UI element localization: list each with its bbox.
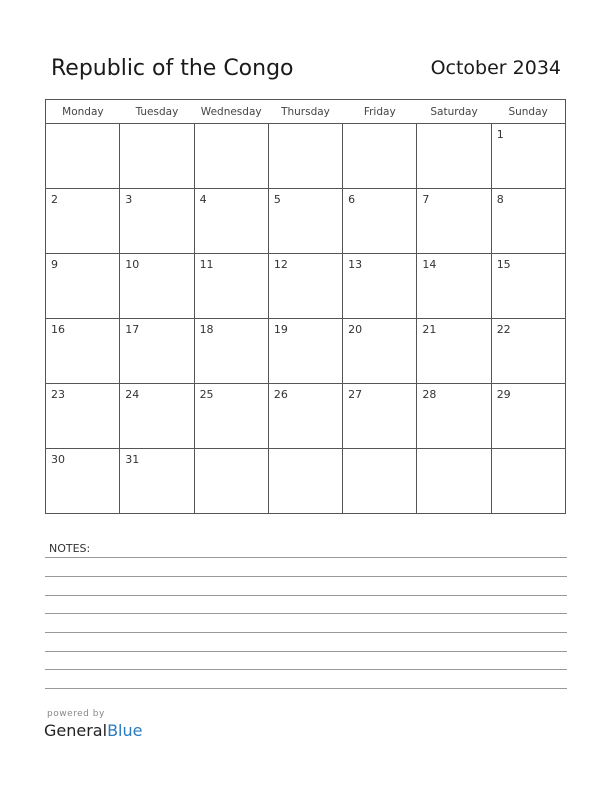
- weekday-header: Wednesday: [194, 100, 268, 124]
- day-cell[interactable]: [343, 319, 417, 384]
- day-number: 3: [125, 193, 133, 206]
- day-cell[interactable]: [417, 189, 491, 254]
- day-cell[interactable]: [343, 254, 417, 319]
- day-number: 25: [199, 388, 214, 401]
- weekday-header: Saturday: [417, 100, 491, 124]
- day-number: 16: [51, 323, 65, 336]
- day-number: 10: [125, 258, 140, 271]
- day-cell[interactable]: [268, 254, 342, 319]
- day-cell[interactable]: [194, 254, 268, 319]
- day-number: 27: [348, 388, 363, 401]
- day-cell[interactable]: [120, 124, 194, 189]
- day-number: 11: [199, 258, 214, 271]
- day-cell[interactable]: [417, 254, 491, 319]
- day-cell[interactable]: [194, 189, 268, 254]
- day-number: 28: [422, 388, 437, 401]
- day-cell[interactable]: [194, 124, 268, 189]
- day-cell[interactable]: [417, 319, 491, 384]
- day-cell[interactable]: [417, 384, 491, 449]
- day-number: 19: [273, 323, 288, 336]
- note-line: [45, 688, 567, 689]
- day-number: 6: [348, 193, 356, 206]
- day-cell[interactable]: [46, 189, 120, 254]
- day-cell[interactable]: [268, 384, 342, 449]
- day-number: 20: [348, 323, 363, 336]
- day-cell[interactable]: [194, 449, 268, 514]
- day-number: 26: [273, 388, 288, 401]
- week-row: [46, 319, 566, 384]
- day-cell[interactable]: [120, 189, 194, 254]
- day-cell[interactable]: [46, 254, 120, 319]
- day-cell[interactable]: [120, 384, 194, 449]
- day-number: 12: [273, 258, 288, 271]
- calendar-grid: [45, 99, 566, 514]
- day-number: 30: [51, 453, 65, 466]
- day-number: 17: [125, 323, 140, 336]
- day-number: 4: [199, 193, 207, 206]
- day-cell[interactable]: [343, 449, 417, 514]
- day-cell[interactable]: [46, 449, 120, 514]
- week-row: [46, 384, 566, 449]
- weekday-header: Monday: [46, 100, 120, 124]
- day-cell[interactable]: [491, 189, 565, 254]
- day-cell[interactable]: [268, 124, 342, 189]
- day-number: 29: [496, 388, 511, 401]
- day-cell[interactable]: [46, 124, 120, 189]
- month-year: October 2034: [430, 57, 561, 79]
- brand-general: General: [44, 721, 108, 740]
- brand-blue: Blue: [107, 721, 143, 740]
- note-line: [45, 651, 567, 652]
- calendar-title: Republic of the Congo: [51, 56, 294, 81]
- day-number: 8: [496, 193, 504, 206]
- day-number: 18: [199, 323, 214, 336]
- day-number: 23: [51, 388, 65, 401]
- day-cell[interactable]: [120, 319, 194, 384]
- day-cell[interactable]: [120, 449, 194, 514]
- day-cell[interactable]: [268, 319, 342, 384]
- week-row: [46, 254, 566, 319]
- day-cell[interactable]: [46, 319, 120, 384]
- day-number: 2: [51, 193, 58, 206]
- brand-logo: [44, 721, 142, 740]
- day-number: 9: [51, 258, 58, 271]
- week-row: [46, 449, 566, 514]
- note-line: [45, 557, 567, 558]
- day-number: 7: [422, 193, 430, 206]
- day-cell[interactable]: [343, 384, 417, 449]
- day-number: 22: [496, 323, 511, 336]
- day-number: 1: [496, 128, 504, 141]
- note-line: [45, 632, 567, 633]
- notes-label: NOTES:: [49, 542, 91, 555]
- day-cell[interactable]: [46, 384, 120, 449]
- day-number: 14: [422, 258, 437, 271]
- note-line: [45, 595, 567, 596]
- day-number: 15: [496, 258, 511, 271]
- powered-by-text: powered by: [47, 709, 105, 719]
- day-cell[interactable]: [491, 384, 565, 449]
- weekday-header: Thursday: [268, 100, 342, 124]
- day-number: 21: [422, 323, 437, 336]
- day-cell[interactable]: [491, 124, 565, 189]
- day-cell[interactable]: [343, 189, 417, 254]
- day-cell[interactable]: [417, 449, 491, 514]
- day-cell[interactable]: [491, 449, 565, 514]
- day-cell[interactable]: [194, 319, 268, 384]
- day-number: 13: [348, 258, 363, 271]
- day-cell[interactable]: [120, 254, 194, 319]
- day-number: 24: [125, 388, 140, 401]
- day-cell[interactable]: [268, 449, 342, 514]
- note-line: [45, 669, 567, 670]
- note-line: [45, 613, 567, 614]
- day-number: 5: [273, 193, 281, 206]
- day-cell[interactable]: [491, 319, 565, 384]
- day-cell[interactable]: [491, 254, 565, 319]
- day-cell[interactable]: [343, 124, 417, 189]
- day-number: 31: [125, 453, 140, 466]
- day-cell[interactable]: [268, 189, 342, 254]
- weekday-header: Friday: [343, 100, 417, 124]
- note-line: [45, 576, 567, 577]
- weekday-header: Tuesday: [120, 100, 194, 124]
- day-cell[interactable]: [417, 124, 491, 189]
- day-cell[interactable]: [194, 384, 268, 449]
- weekday-header-row: [46, 100, 566, 124]
- week-row: [46, 189, 566, 254]
- weekday-header: Sunday: [491, 100, 565, 124]
- week-row: [46, 124, 566, 189]
